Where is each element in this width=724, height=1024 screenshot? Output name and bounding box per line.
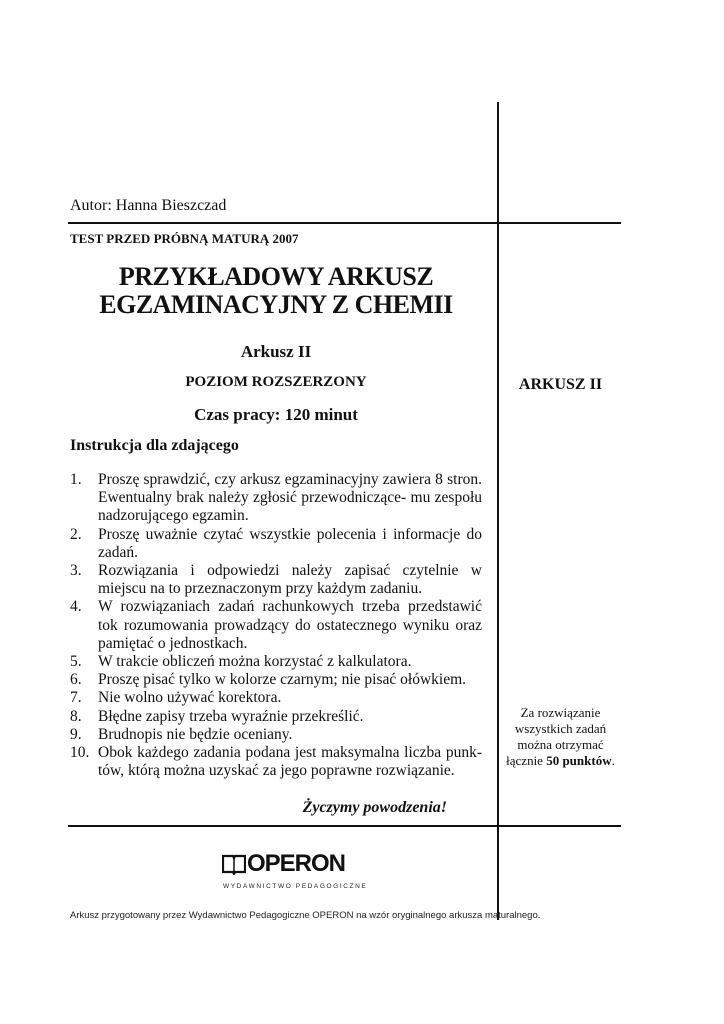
time-label: Czas pracy: 120 minut [194,405,358,424]
good-luck-wish: Życzymy powodzenia! [302,799,447,816]
item-text: Obok każdego zadania podana jest maksymalna liczba punk- tów, którą można uzyskać za jego poprawne rozwiązanie. [98,744,482,780]
item-number: 2. [70,525,82,543]
page-title [70,263,482,319]
list-item [70,671,482,689]
item-text: Nie wolno używać korektora. [98,689,282,707]
item-number: 1. [70,471,82,488]
item-text: W rozwiązaniach zadań rachunkowych trzeba przedstawić tok rozumowania prowadzący do ostatecznego wyniku oraz pamiętać o jednostkach. [98,598,482,652]
author: Autor: Hanna Bieszczad [70,197,227,214]
footer-note: Arkusz przygotowany przez Wydawnictwo Pedagogiczne OPERON na wzór oryginalnego arkusza maturalnego. [70,910,541,921]
test-line: TEST PRZED PRÓBNĄ MATURĄ 2007 [70,231,299,246]
item-number: 9. [70,725,82,743]
item-text: Błędne zapisy trzeba wyraźnie przekreślić. [98,707,364,725]
list-item [70,598,482,653]
points-note-text: Za rozwiązanie wszystkich zadań można otrzymać łącznie [506,705,607,768]
points-note [500,705,621,769]
item-text: Proszę pisać tylko w kolorze czarnym; nie pisać ołówkiem. [98,671,467,689]
side-sheet-title: ARKUSZ II [518,376,603,393]
list-item [70,744,482,780]
vertical-divider [497,102,499,920]
list-item [70,471,482,526]
top-divider [68,222,621,224]
item-number: 4. [70,598,82,616]
list-item [70,689,482,707]
instructions-list [70,471,482,780]
item-number: 7. [70,689,82,707]
item-number: 8. [70,707,82,725]
item-number: 10. [70,744,90,762]
item-text: Brudnopis nie będzie oceniany. [98,725,293,743]
list-item [70,653,482,671]
title-line-2: EGZAMINACYJNY Z CHEMII [99,290,453,319]
list-item [70,562,482,598]
publisher-logo [222,850,368,894]
level-label: POZIOM ROZSZERZONY [185,374,367,390]
item-number: 6. [70,671,82,689]
item-text: Rozwiązania i odpowiedzi należy zapisać czytelnie w miejscu na to przeznaczonym przy każdym zadaniu. [98,562,482,598]
logo-subtitle: WYDAWNICTWO PEDAGOGICZNE [223,883,368,890]
list-item [70,526,482,562]
item-text: W trakcie obliczeń można korzystać z kalkulatora. [98,653,412,671]
points-note-end: . [611,753,615,768]
bottom-divider [68,825,621,827]
sheet-label: Arkusz II [240,342,312,361]
points-total: 50 punktów [546,753,612,768]
list-item [70,708,482,726]
item-text: Proszę sprawdzić, czy arkusz egzaminacyjny zawiera 8 stron. Ewentualny brak należy zgłosić przewodniczące- mu zespołu nadzorującego egzamin. [98,471,482,525]
item-text: Proszę uważnie czytać wszystkie polecenia i informacje do zadań. [98,525,482,561]
instructions-heading: Instrukcja dla zdającego [70,437,239,454]
item-number: 5. [70,653,82,671]
list-item [70,726,482,744]
logo-wordmark: OPERON [247,850,346,877]
title-line-1: PRZYKŁADOWY ARKUSZ [118,262,434,291]
item-number: 3. [70,562,82,580]
book-icon [222,853,246,875]
